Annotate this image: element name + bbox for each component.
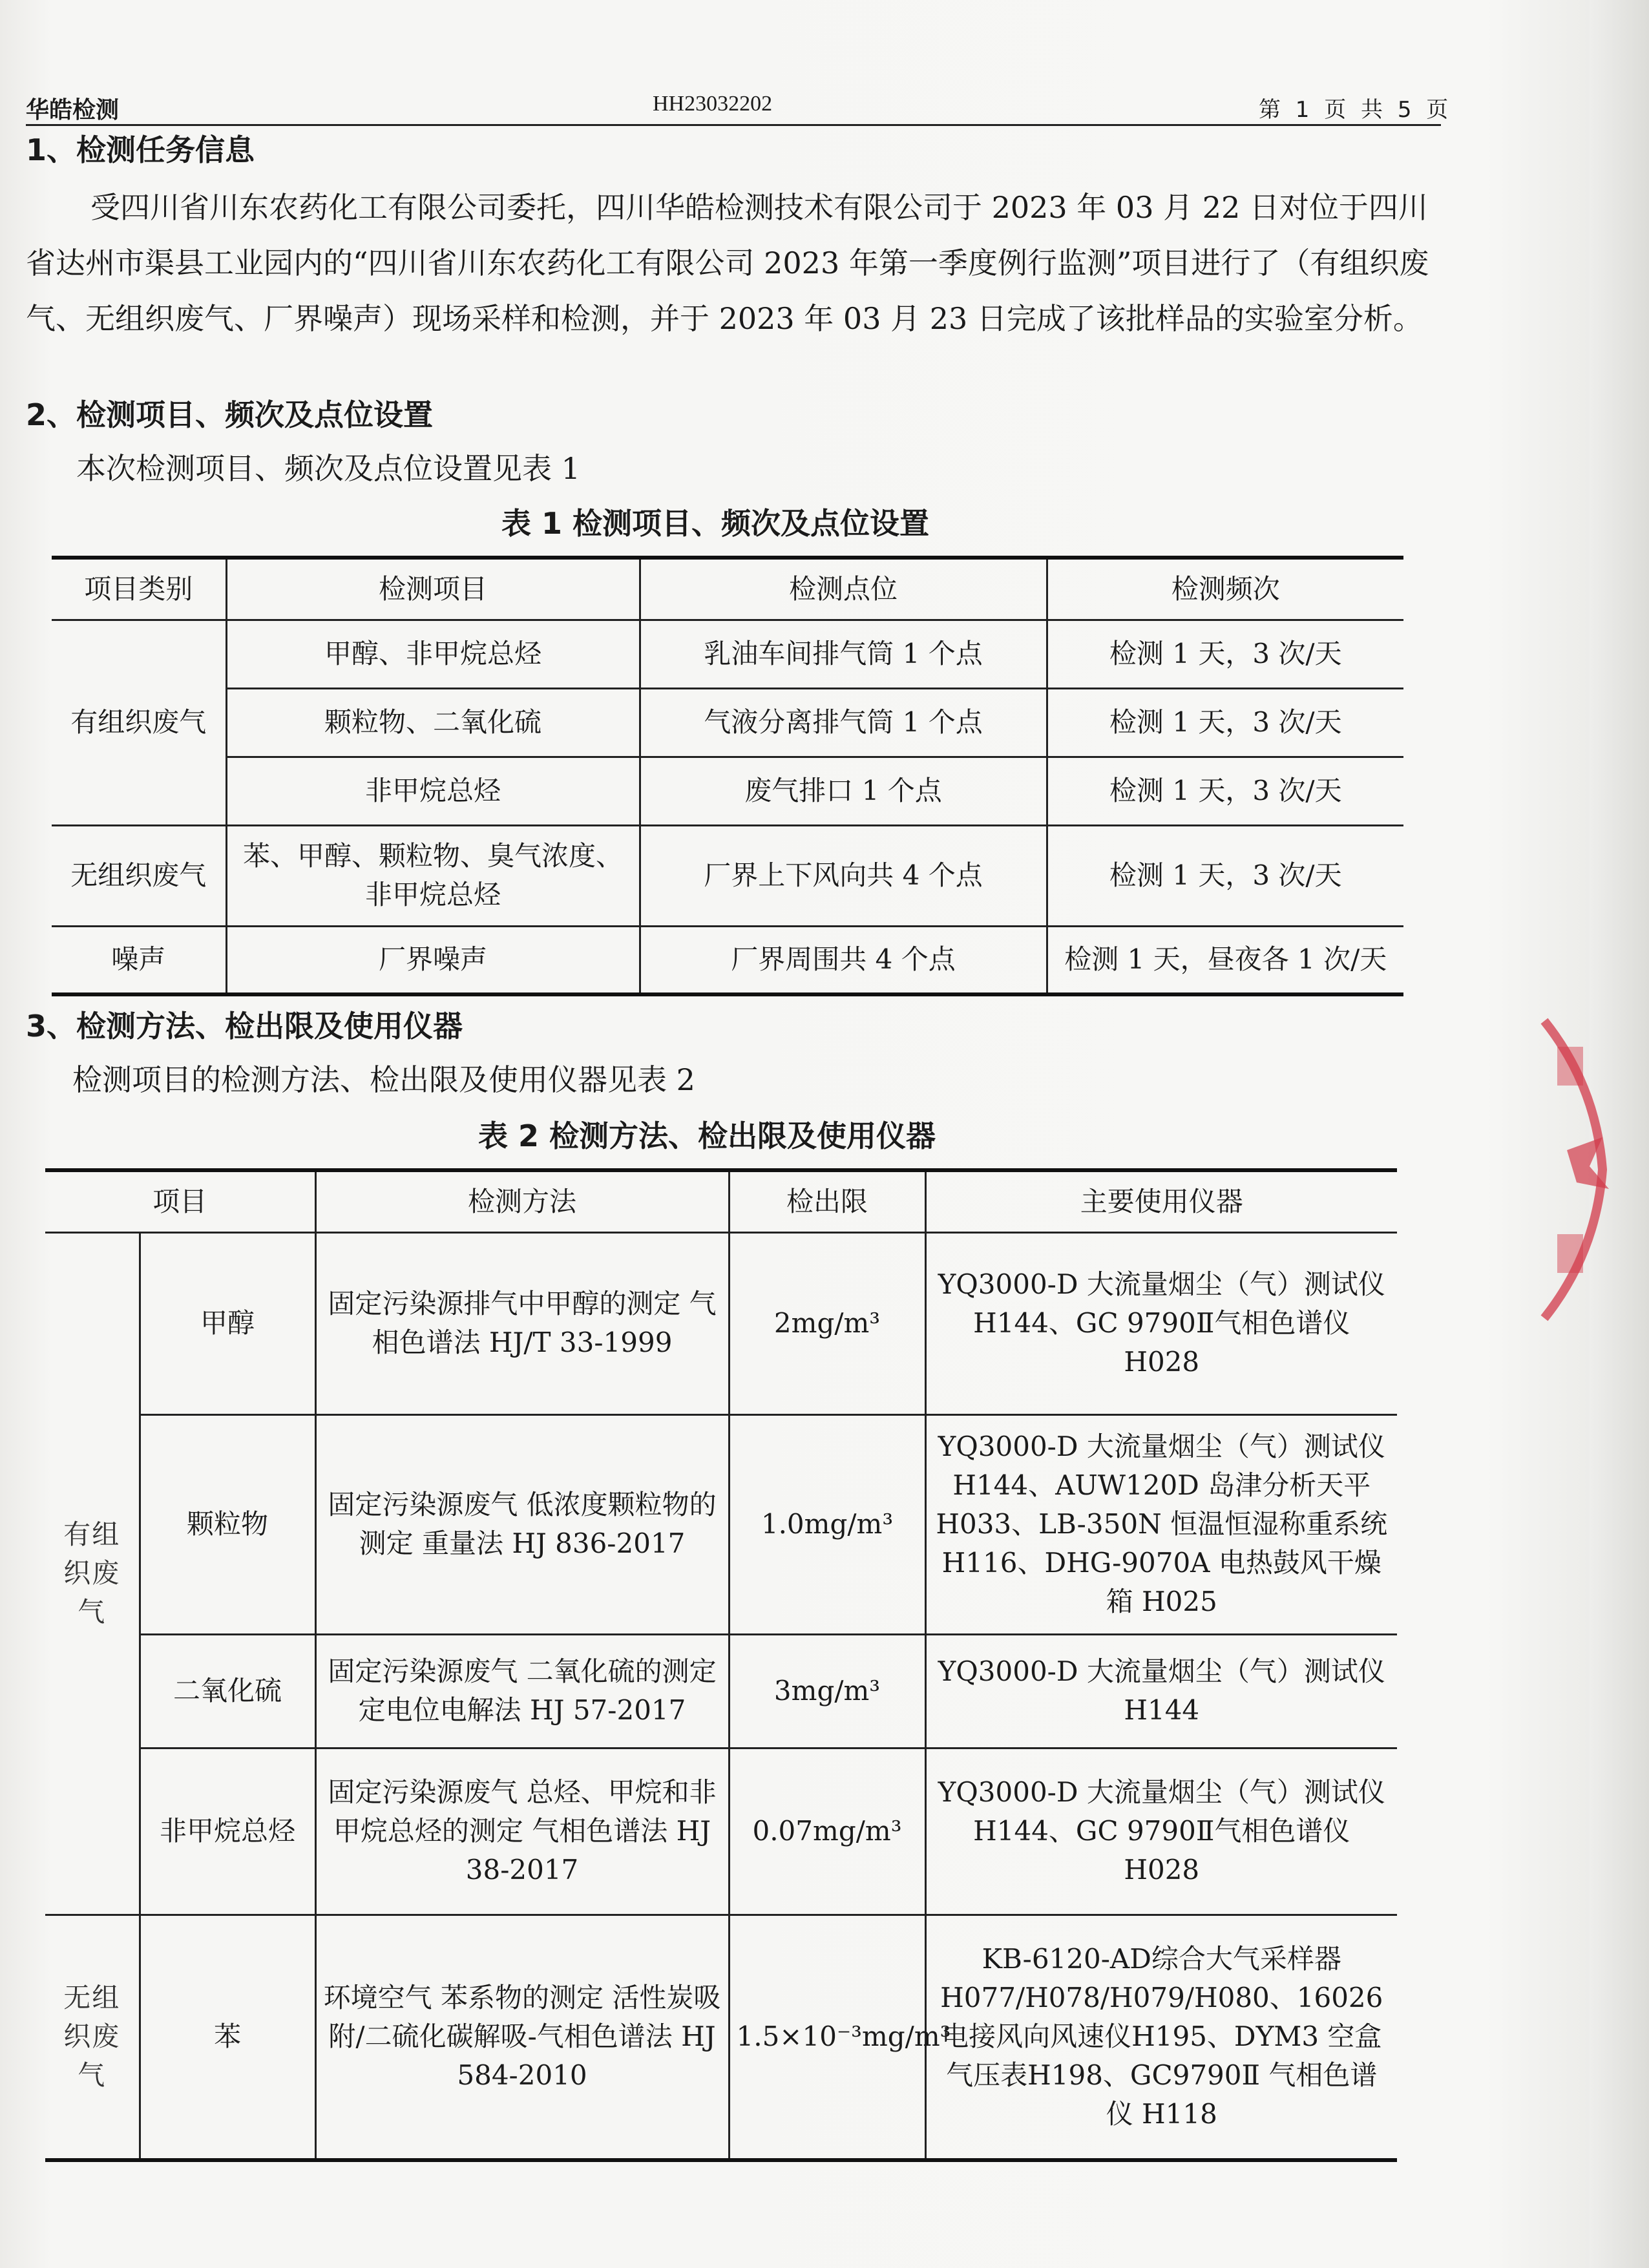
table1-freq: 检测 1 天，3 次/天 (1047, 620, 1403, 688)
table2-limit: 3mg/m³ (729, 1634, 925, 1748)
table2-item: 二氧化硫 (140, 1634, 315, 1748)
table-row (52, 688, 1403, 757)
table2-item: 苯 (140, 1915, 315, 2160)
table1 (52, 556, 1403, 996)
header-rule (26, 124, 1441, 126)
table2-method: 固定污染源废气 二氧化硫的测定 定电位电解法 HJ 57-2017 (315, 1634, 729, 1748)
table1-item: 颗粒物、二氧化硫 (226, 688, 640, 757)
table1-point: 厂界周围共 4 个点 (640, 926, 1047, 994)
table1-caption: 表 1 检测项目、频次及点位设置 (501, 506, 930, 541)
table1-item: 甲醇、非甲烷总烃 (226, 620, 640, 688)
table2-header-cell: 检测方法 (315, 1170, 729, 1232)
table1-category: 有组织废气 (52, 620, 226, 825)
seal-stamp (1506, 1008, 1622, 1331)
table1-header-cell: 检测频次 (1047, 558, 1403, 620)
table2-header-cell: 主要使用仪器 (925, 1170, 1397, 1232)
table2-item: 非甲烷总烃 (140, 1748, 315, 1915)
table1-item: 苯、甲醇、颗粒物、臭气浓度、非甲烷总烃 (226, 825, 640, 926)
table2-item: 颗粒物 (140, 1414, 315, 1634)
table2-category: 有组织废气 (45, 1232, 140, 1915)
table1-category: 噪声 (52, 926, 226, 994)
table1-category: 无组织废气 (52, 825, 226, 926)
table1-header-row (52, 558, 1403, 620)
table2-method: 固定污染源废气 低浓度颗粒物的测定 重量法 HJ 836-2017 (315, 1414, 729, 1634)
table1-header-cell: 项目类别 (52, 558, 226, 620)
table1-point: 乳油车间排气筒 1 个点 (640, 620, 1047, 688)
table2-limit: 1.5×10⁻³mg/m³ (729, 1915, 925, 2160)
section3-body: 检测项目的检测方法、检出限及使用仪器见表 2 (72, 1062, 695, 1097)
table1-point: 废气排口 1 个点 (640, 757, 1047, 825)
header-report-number: HH23032202 (653, 92, 773, 116)
table2-instrument: YQ3000-D 大流量烟尘（气）测试仪 H144、GC 9790Ⅱ气相色谱仪 H028 (925, 1232, 1397, 1414)
table1-header-cell: 检测点位 (640, 558, 1047, 620)
table1-freq: 检测 1 天，3 次/天 (1047, 825, 1403, 926)
section2-body: 本次检测项目、频次及点位设置见表 1 (76, 451, 580, 486)
table1-point: 厂界上下风向共 4 个点 (640, 825, 1047, 926)
table2-item: 甲醇 (140, 1232, 315, 1414)
table-row (52, 926, 1403, 994)
table-row (52, 825, 1403, 926)
table2-instrument: KB-6120-AD综合大气采样器 H077/H078/H079/H080、16026 电接风向风速仪H195、DYM3 空盒气压表H198、GC9790Ⅱ 气相色谱仪 H118 (925, 1915, 1397, 2160)
table2-method: 环境空气 苯系物的测定 活性炭吸附/二硫化碳解吸-气相色谱法 HJ 584-2010 (315, 1915, 729, 2160)
table1-header-cell: 检测项目 (226, 558, 640, 620)
table2-instrument: YQ3000-D 大流量烟尘（气）测试仪 H144、GC 9790Ⅱ气相色谱仪 H028 (925, 1748, 1397, 1915)
section1-body: 受四川省川东农药化工有限公司委托，四川华皓检测技术有限公司于 2023 年 03 月 22 日对位于四川省达州市渠县工业园内的“四川省川东农药化工有限公司 2023 年第一季度例行监测”项目进行了（有组织废气、无组织废气、厂界噪声）现场采样和检测，并于 2023 年 03 月 23 日完成了该批样品的实验室分析。 (26, 190, 1429, 336)
table1-freq: 检测 1 天，3 次/天 (1047, 757, 1403, 825)
table-row (52, 757, 1403, 825)
table2-header-row (45, 1170, 1397, 1232)
table-row (45, 1414, 1397, 1634)
table1-point: 气液分离排气筒 1 个点 (640, 688, 1047, 757)
table2-category: 无组织废气 (45, 1915, 140, 2160)
table2-method: 固定污染源排气中甲醇的测定 气相色谱法 HJ/T 33-1999 (315, 1232, 729, 1414)
table2-instrument: YQ3000-D 大流量烟尘（气）测试仪 H144 (925, 1634, 1397, 1748)
table1-freq: 检测 1 天，昼夜各 1 次/天 (1047, 926, 1403, 994)
table1-item: 厂界噪声 (226, 926, 640, 994)
table2-instrument: YQ3000-D 大流量烟尘（气）测试仪 H144、AUW120D 岛津分析天平 H033、LB-350N 恒温恒湿称重系统 H116、DHG-9070A 电热鼓风干燥箱 H025 (925, 1414, 1397, 1634)
table-row (45, 1915, 1397, 2160)
table-row (45, 1634, 1397, 1748)
header-page-number: 第 1 页 共 5 页 (1259, 97, 1453, 123)
section3-title: 3、检测方法、检出限及使用仪器 (26, 1009, 463, 1044)
table-row (52, 620, 1403, 688)
table2-limit: 2mg/m³ (729, 1232, 925, 1414)
section1-paragraph (26, 180, 1447, 346)
table-row (45, 1748, 1397, 1915)
header-org: 华皓检测 (26, 97, 120, 123)
table1-item: 非甲烷总烃 (226, 757, 640, 825)
table2-caption: 表 2 检测方法、检出限及使用仪器 (478, 1118, 936, 1153)
section2-title: 2、检测项目、频次及点位设置 (26, 397, 434, 432)
table1-freq: 检测 1 天，3 次/天 (1047, 688, 1403, 757)
table2-method: 固定污染源废气 总烃、甲烷和非甲烷总烃的测定 气相色谱法 HJ 38-2017 (315, 1748, 729, 1915)
table2-header-cell: 项目 (45, 1170, 315, 1232)
section1-title: 1、检测任务信息 (26, 132, 255, 167)
table-row (45, 1232, 1397, 1414)
table2 (45, 1168, 1397, 2162)
table2-limit: 1.0mg/m³ (729, 1414, 925, 1634)
table2-limit: 0.07mg/m³ (729, 1748, 925, 1915)
table2-header-cell: 检出限 (729, 1170, 925, 1232)
